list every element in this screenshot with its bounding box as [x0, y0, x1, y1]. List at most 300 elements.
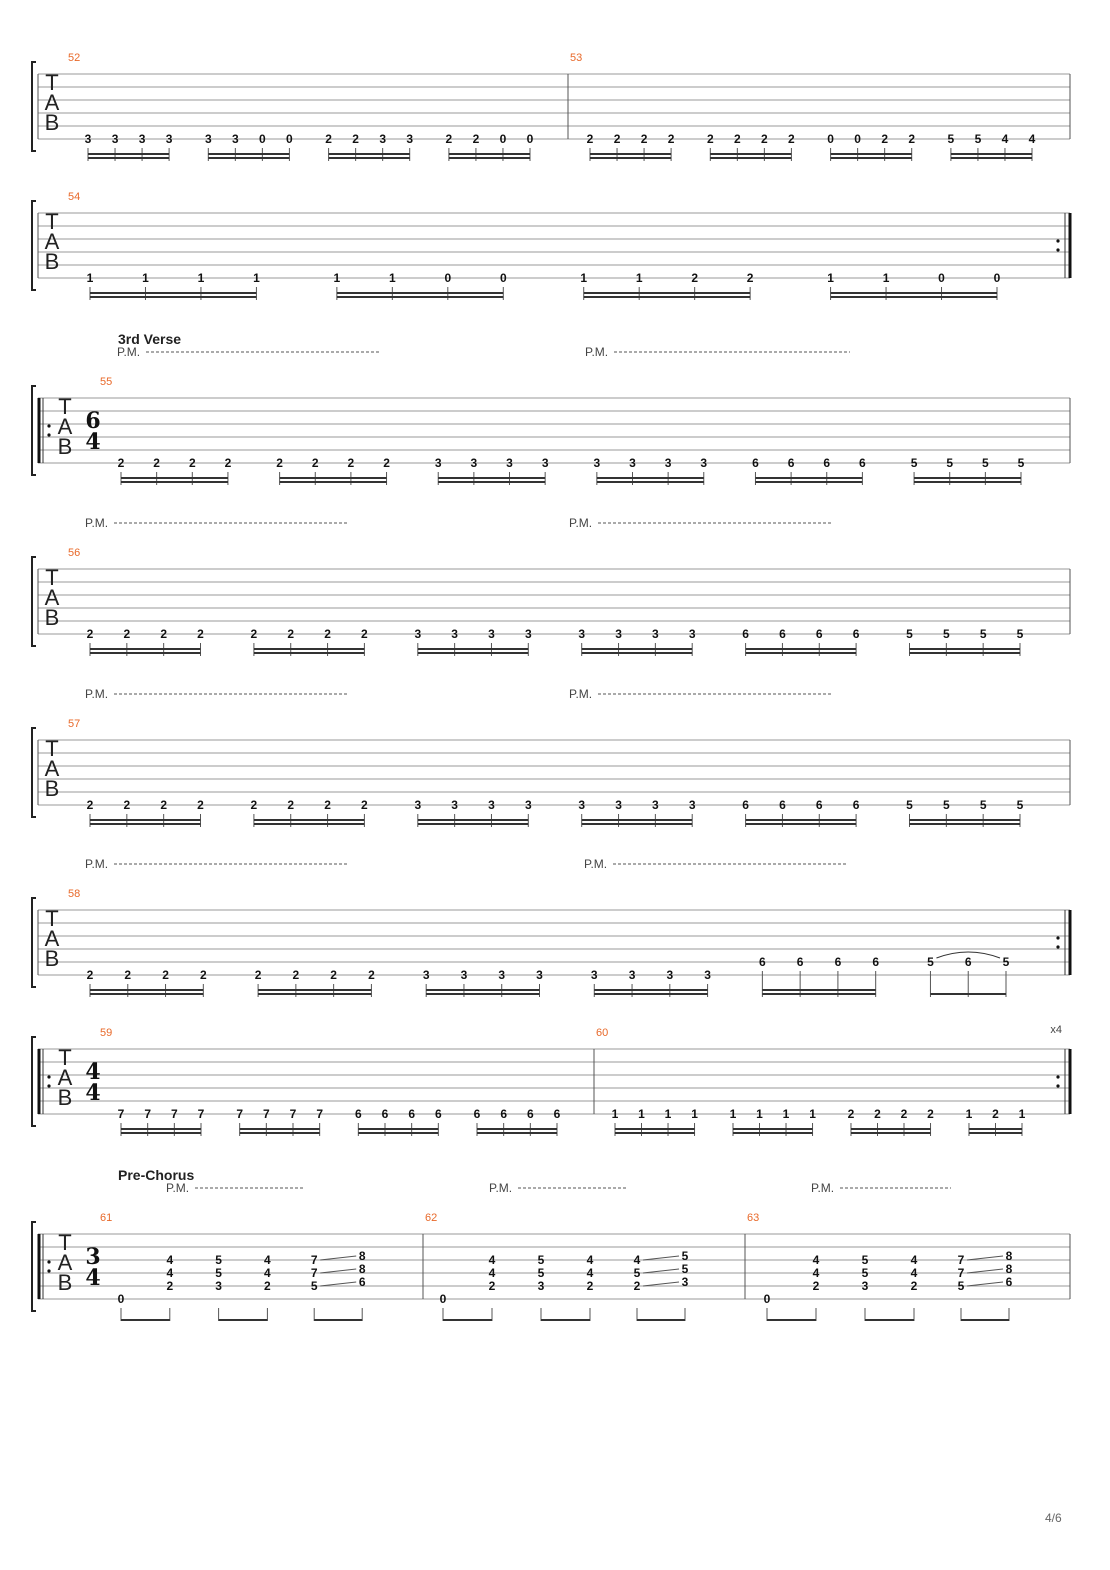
fret-number: 1	[691, 1107, 698, 1121]
fret-number: 3	[165, 132, 173, 146]
tab-clef-letter: T	[45, 736, 59, 761]
fret-number: 3	[434, 456, 442, 470]
fret-number: 3	[578, 798, 586, 812]
fret-number: 2	[881, 132, 889, 146]
tab-clef-letter: A	[44, 756, 60, 781]
fret-number: 6	[815, 627, 823, 641]
fret-number: 0	[286, 132, 293, 146]
fret-number: 6	[434, 1107, 442, 1121]
fret-number: 5	[946, 456, 954, 470]
fret-number: 1	[333, 271, 341, 285]
slide-line	[320, 1282, 356, 1286]
fret-number: 7	[144, 1107, 152, 1121]
fret-number: 1	[664, 1107, 672, 1121]
fret-number: 4	[1028, 132, 1036, 146]
measure-number: 54	[68, 191, 81, 203]
fret-number: 1	[142, 271, 149, 285]
fret-number: 5	[537, 1266, 545, 1280]
fret-number: 2	[812, 1279, 820, 1293]
page-number: 4/6	[1045, 1511, 1062, 1525]
system-bracket	[32, 557, 36, 646]
fret-number: 3	[536, 968, 543, 982]
fret-number: 3	[204, 132, 212, 146]
fret-number: 2	[586, 132, 594, 146]
slide-line	[643, 1269, 679, 1273]
palm-mute-label: P.M.	[569, 516, 593, 530]
fret-number: 3	[488, 627, 495, 641]
slide-line	[967, 1269, 1003, 1273]
fret-number: 7	[957, 1266, 965, 1280]
fret-number: 6	[473, 1107, 481, 1121]
time-signature-bottom: 4	[85, 1265, 101, 1291]
fret-number: 5	[861, 1253, 869, 1267]
fret-number: 7	[236, 1107, 244, 1121]
fret-number: 2	[352, 132, 359, 146]
fret-number: 0	[444, 271, 452, 285]
fret-number: 5	[1016, 627, 1024, 641]
system-bracket	[32, 386, 36, 475]
fret-number: 6	[852, 627, 860, 641]
fret-number: 3	[470, 456, 478, 470]
tab-system	[32, 201, 1070, 300]
fret-number: 8	[1005, 1262, 1013, 1276]
tab-clef-letter: B	[44, 605, 60, 630]
fret-number: 6	[872, 955, 880, 969]
system-bracket	[32, 1222, 36, 1311]
fret-number: 0	[938, 271, 945, 285]
fret-number: 6	[859, 456, 866, 470]
section-label: Pre-Chorus	[118, 1167, 195, 1183]
fret-number: 5	[310, 1279, 318, 1293]
fret-number: 4	[910, 1253, 918, 1267]
repeat-dot	[1056, 1075, 1059, 1078]
fret-number: 3	[704, 968, 711, 982]
section-label: 3rd Verse	[118, 331, 182, 347]
tab-system	[32, 694, 1070, 827]
fret-number: 2	[992, 1107, 999, 1121]
fret-number: 7	[310, 1253, 318, 1267]
slide-line	[320, 1269, 356, 1273]
fret-number: 1	[580, 271, 588, 285]
fret-number: 5	[681, 1249, 689, 1263]
tab-clef-letter: B	[44, 946, 60, 971]
fret-number: 2	[287, 627, 295, 641]
fret-number: 0	[854, 132, 861, 146]
fret-number: 3	[460, 968, 468, 982]
fret-number: 2	[324, 627, 331, 641]
fret-number: 2	[117, 456, 125, 470]
fret-number: 4	[586, 1253, 594, 1267]
time-signature-bottom: 4	[85, 1080, 101, 1106]
fret-number: 2	[613, 132, 621, 146]
fret-number: 6	[742, 627, 749, 641]
system-bracket	[32, 898, 36, 987]
palm-mute-label: P.M.	[569, 687, 593, 701]
fret-number: 1	[638, 1107, 645, 1121]
fret-number: 2	[908, 132, 916, 146]
slide-line	[967, 1282, 1003, 1286]
fret-number: 3	[215, 1279, 222, 1293]
time-signature-top: 3	[85, 1244, 101, 1270]
fret-number: 5	[681, 1262, 689, 1276]
fret-number: 2	[86, 627, 94, 641]
fret-number: 3	[629, 456, 636, 470]
fret-number: 2	[900, 1107, 908, 1121]
fret-number: 3	[664, 456, 672, 470]
measure-number: 55	[100, 376, 113, 388]
tab-system	[32, 864, 1070, 997]
fret-number: 8	[358, 1262, 366, 1276]
repeat-dot	[47, 1260, 50, 1263]
fret-number: 3	[406, 132, 414, 146]
fret-number: 3	[138, 132, 146, 146]
fret-number: 6	[553, 1107, 561, 1121]
fret-number: 2	[746, 271, 754, 285]
fret-number: 5	[906, 798, 913, 812]
fret-number: 3	[593, 456, 601, 470]
fret-number: 2	[633, 1279, 641, 1293]
fret-number: 2	[706, 132, 714, 146]
fret-number: 6	[759, 955, 766, 969]
fret-number: 1	[253, 271, 260, 285]
fret-number: 3	[652, 798, 659, 812]
fret-number: 2	[761, 132, 768, 146]
fret-number: 6	[526, 1107, 534, 1121]
measure-number: 60	[596, 1027, 609, 1039]
fret-number: 7	[310, 1266, 318, 1280]
time-signature-top: 6	[85, 408, 101, 434]
fret-number: 2	[311, 456, 319, 470]
fret-number: 4	[812, 1253, 820, 1267]
repeat-dot	[1056, 936, 1059, 939]
tab-clef-letter: A	[44, 585, 60, 610]
fret-number: 2	[847, 1107, 855, 1121]
fret-number: 2	[197, 798, 204, 812]
repeat-dot	[47, 1084, 50, 1087]
fret-number: 3	[681, 1275, 689, 1289]
fret-number: 6	[796, 955, 804, 969]
palm-mute-label: P.M.	[117, 345, 141, 359]
fret-number: 6	[787, 456, 795, 470]
fret-number: 2	[250, 798, 258, 812]
fret-number: 2	[287, 798, 295, 812]
fret-number: 3	[498, 968, 506, 982]
fret-number: 2	[197, 627, 204, 641]
fret-number: 7	[957, 1253, 965, 1267]
fret-number: 6	[408, 1107, 416, 1121]
tab-clef-letter: B	[57, 434, 73, 459]
fret-number: 2	[324, 798, 331, 812]
palm-mute-label: P.M.	[85, 687, 109, 701]
fret-number: 3	[688, 798, 696, 812]
fret-number: 2	[86, 798, 94, 812]
fret-number: 3	[414, 627, 422, 641]
repeat-dot	[1056, 1084, 1059, 1087]
fret-number: 3	[541, 456, 549, 470]
fret-number: 2	[166, 1279, 174, 1293]
fret-number: 2	[788, 132, 795, 146]
tab-clef-letter: T	[58, 1045, 72, 1070]
fret-number: 5	[910, 456, 918, 470]
fret-number: 3	[700, 456, 708, 470]
repeat-dot	[1056, 239, 1059, 242]
tab-clef-letter: A	[57, 1250, 73, 1275]
palm-mute-label: P.M.	[584, 857, 608, 871]
fret-number: 7	[170, 1107, 178, 1121]
fret-number: 4	[488, 1266, 496, 1280]
measure-number: 57	[68, 718, 81, 730]
fret-number: 1	[611, 1107, 619, 1121]
fret-number: 3	[414, 798, 422, 812]
fret-number: 4	[633, 1253, 641, 1267]
fret-number: 4	[812, 1266, 820, 1280]
tab-system	[32, 1037, 1070, 1136]
fret-number: 3	[615, 627, 622, 641]
tab-system	[32, 62, 1070, 161]
repeat-dot	[47, 1269, 50, 1272]
tab-clef-letter: T	[45, 209, 59, 234]
measure-number: 59	[100, 1027, 113, 1039]
fret-number: 1	[756, 1107, 763, 1121]
fret-number: 0	[439, 1292, 447, 1306]
fret-number: 4	[264, 1266, 271, 1280]
fret-number: 7	[262, 1107, 270, 1121]
fret-number: 2	[160, 798, 168, 812]
time-signature-bottom: 4	[85, 429, 101, 455]
fret-number: 6	[354, 1107, 362, 1121]
slide-line	[320, 1256, 356, 1260]
system-bracket	[32, 728, 36, 817]
fret-number: 2	[162, 968, 169, 982]
fret-number: 3	[379, 132, 387, 146]
fret-number: 2	[199, 968, 207, 982]
measure-number: 63	[747, 1212, 760, 1224]
fret-number: 1	[729, 1107, 737, 1121]
fret-number: 5	[537, 1253, 545, 1267]
fret-number: 5	[1017, 456, 1025, 470]
repeat-dot	[1056, 248, 1059, 251]
fret-number: 3	[451, 627, 458, 641]
fret-number: 3	[652, 627, 659, 641]
palm-mute-label: P.M.	[166, 1181, 190, 1195]
fret-number: 2	[368, 968, 375, 982]
slide-line	[643, 1256, 679, 1260]
fret-number: 4	[586, 1266, 594, 1280]
fret-number: 2	[330, 968, 337, 982]
fret-number: 2	[160, 627, 168, 641]
fret-number: 1	[809, 1107, 816, 1121]
fret-number: 3	[578, 627, 586, 641]
fret-number: 1	[827, 271, 834, 285]
tab-clef-letter: A	[57, 414, 73, 439]
fret-number: 2	[188, 456, 196, 470]
fret-number: 6	[500, 1107, 508, 1121]
fret-number: 1	[388, 271, 396, 285]
fret-number: 5	[906, 627, 913, 641]
tab-system	[32, 523, 1070, 656]
fret-number: 5	[1016, 798, 1024, 812]
tab-clef-letter: T	[45, 906, 59, 931]
fret-number: 4	[1001, 132, 1009, 146]
fret-number: 2	[123, 798, 131, 812]
tab-clef-letter: B	[44, 249, 60, 274]
fret-number: 2	[153, 456, 160, 470]
measure-number: 61	[100, 1212, 113, 1224]
fret-number: 2	[640, 132, 648, 146]
fret-number: 2	[124, 968, 132, 982]
fret-number: 2	[123, 627, 131, 641]
fret-number: 4	[910, 1266, 918, 1280]
fret-number: 2	[472, 132, 480, 146]
tab-clef-letter: A	[57, 1065, 73, 1090]
slide-line	[643, 1282, 679, 1286]
fret-number: 6	[779, 798, 786, 812]
fret-number: 5	[979, 627, 987, 641]
fret-number: 1	[197, 271, 205, 285]
fret-number: 2	[910, 1279, 918, 1293]
fret-number: 0	[499, 132, 507, 146]
measure-number: 52	[68, 52, 81, 64]
tab-clef-letter: T	[58, 1230, 72, 1255]
fret-number: 5	[979, 798, 987, 812]
fret-number: 3	[861, 1279, 869, 1293]
fret-number: 6	[752, 456, 759, 470]
fret-number: 5	[215, 1266, 222, 1280]
palm-mute-label: P.M.	[811, 1181, 835, 1195]
fret-number: 6	[823, 456, 831, 470]
fret-number: 3	[537, 1279, 545, 1293]
fret-number: 1	[1018, 1107, 1026, 1121]
tab-clef-letter: B	[57, 1085, 73, 1110]
fret-number: 0	[117, 1292, 125, 1306]
fret-number: 5	[942, 627, 950, 641]
fret-number: 5	[942, 798, 950, 812]
repeat-dot	[47, 433, 50, 436]
fret-number: 1	[782, 1107, 790, 1121]
repeat-count: x4	[1050, 1024, 1062, 1036]
fret-number: 7	[289, 1107, 297, 1121]
repeat-dot	[1056, 945, 1059, 948]
fret-number: 5	[947, 132, 955, 146]
tab-clef-letter: T	[45, 70, 59, 95]
fret-number: 2	[347, 456, 355, 470]
palm-mute-label: P.M.	[489, 1181, 513, 1195]
fret-number: 2	[254, 968, 262, 982]
tab-clef-letter: T	[58, 394, 72, 419]
fret-number: 5	[1002, 955, 1010, 969]
tab-clef-letter: A	[44, 90, 60, 115]
fret-number: 3	[84, 132, 92, 146]
tab-clef-letter: T	[45, 565, 59, 590]
fret-number: 2	[361, 627, 368, 641]
measure-number: 58	[68, 888, 81, 900]
fret-number: 7	[197, 1107, 205, 1121]
fret-number: 6	[358, 1275, 366, 1289]
fret-number: 8	[1005, 1249, 1013, 1263]
fret-number: 6	[742, 798, 749, 812]
fret-number: 2	[874, 1107, 881, 1121]
palm-mute-label: P.M.	[585, 345, 609, 359]
system-bracket	[32, 1037, 36, 1126]
fret-number: 6	[381, 1107, 389, 1121]
fret-number: 4	[166, 1253, 174, 1267]
fret-number: 3	[666, 968, 674, 982]
fret-number: 3	[524, 798, 532, 812]
fret-number: 4	[166, 1266, 174, 1280]
fret-number: 2	[383, 456, 390, 470]
tab-clef-letter: B	[44, 776, 60, 801]
fret-number: 0	[499, 271, 507, 285]
fret-number: 0	[526, 132, 534, 146]
fret-number: 5	[215, 1253, 222, 1267]
fret-number: 5	[633, 1266, 641, 1280]
fret-number: 5	[974, 132, 982, 146]
fret-number: 5	[957, 1279, 965, 1293]
palm-mute-label: P.M.	[85, 857, 109, 871]
fret-number: 4	[488, 1253, 496, 1267]
fret-number: 2	[488, 1279, 496, 1293]
fret-number: 3	[451, 798, 458, 812]
measure-number: 62	[425, 1212, 438, 1224]
fret-number: 2	[361, 798, 368, 812]
fret-number: 2	[264, 1279, 271, 1293]
fret-number: 0	[763, 1292, 771, 1306]
tab-clef-letter: A	[44, 229, 60, 254]
tab-clef-letter: A	[44, 926, 60, 951]
fret-number: 2	[224, 456, 232, 470]
fret-number: 2	[250, 627, 258, 641]
fret-number: 0	[827, 132, 834, 146]
fret-number: 6	[1005, 1275, 1013, 1289]
tab-clef-letter: B	[44, 110, 60, 135]
fret-number: 0	[259, 132, 266, 146]
fret-number: 1	[635, 271, 643, 285]
fret-number: 3	[615, 798, 622, 812]
slide-line	[967, 1256, 1003, 1260]
fret-number: 0	[993, 271, 1001, 285]
fret-number: 3	[688, 627, 696, 641]
fret-number: 2	[586, 1279, 594, 1293]
fret-number: 3	[590, 968, 598, 982]
repeat-dot	[47, 1075, 50, 1078]
fret-number: 3	[524, 627, 532, 641]
fret-number: 6	[964, 955, 972, 969]
repeat-dot	[47, 424, 50, 427]
fret-number: 5	[861, 1266, 869, 1280]
fret-number: 2	[325, 132, 332, 146]
time-signature-top: 4	[85, 1059, 101, 1085]
system-bracket	[32, 62, 36, 151]
fret-number: 1	[86, 271, 94, 285]
fret-number: 8	[358, 1249, 366, 1263]
measure-number: 53	[570, 52, 583, 64]
fret-number: 2	[86, 968, 94, 982]
fret-number: 3	[231, 132, 239, 146]
fret-number: 4	[264, 1253, 271, 1267]
fret-number: 2	[276, 456, 283, 470]
fret-number: 3	[506, 456, 513, 470]
palm-mute-label: P.M.	[85, 516, 109, 530]
fret-number: 3	[422, 968, 430, 982]
fret-number: 3	[628, 968, 636, 982]
fret-number: 6	[815, 798, 823, 812]
fret-number: 5	[927, 955, 934, 969]
fret-number: 6	[834, 955, 842, 969]
fret-number: 2	[667, 132, 675, 146]
fret-number: 2	[445, 132, 453, 146]
fret-number: 3	[111, 132, 119, 146]
fret-number: 2	[927, 1107, 934, 1121]
